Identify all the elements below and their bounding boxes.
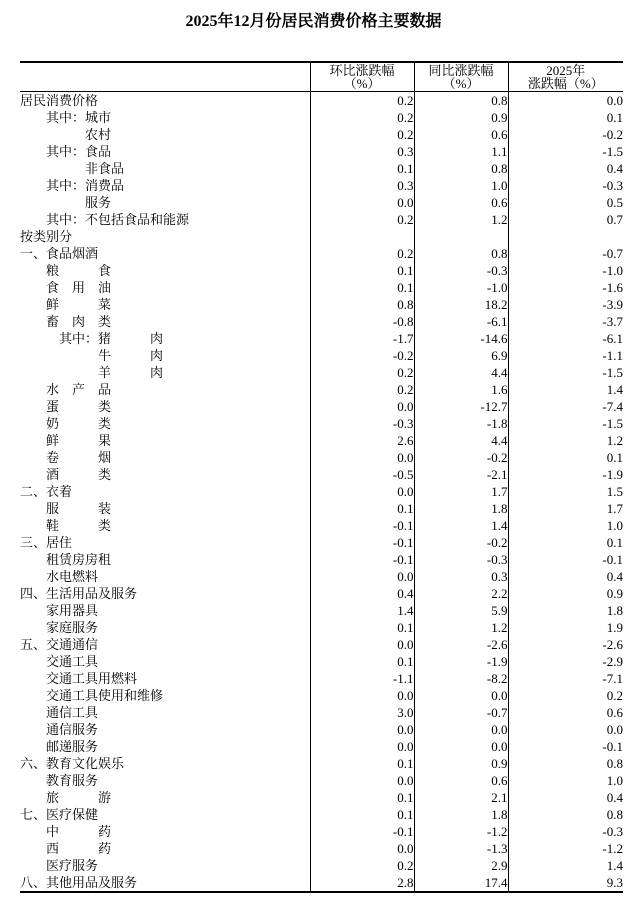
table-row: [20, 245, 623, 262]
row-value-ytd: 1.5: [508, 483, 623, 500]
row-value-yoy: 1.7: [414, 483, 508, 500]
table-row: [20, 143, 623, 160]
row-category-label: 四、生活用品及服务: [20, 586, 138, 601]
table-row: [20, 619, 623, 636]
cpi-table-container: [20, 61, 623, 893]
row-value-ytd: -3.9: [508, 296, 623, 313]
row-value-mom: 0.0: [310, 398, 414, 415]
table-row: [20, 296, 623, 313]
row-value-mom: -0.2: [310, 347, 414, 364]
cpi-table: [20, 61, 623, 893]
row-value-mom: [310, 228, 414, 245]
table-row: [20, 806, 623, 823]
table-row: [20, 738, 623, 755]
row-value-yoy: -1.8: [414, 415, 508, 432]
row-value-ytd: 1.7: [508, 500, 623, 517]
row-category-label: 鞋 类: [20, 518, 112, 533]
row-value-ytd: -0.1: [508, 551, 623, 568]
table-row: [20, 194, 623, 211]
table-row: [20, 177, 623, 194]
table-row: [20, 211, 623, 228]
row-category-label: 粮 食: [20, 263, 112, 278]
row-category-label: 中 药: [20, 824, 112, 839]
row-category-label: 二、衣着: [20, 484, 73, 499]
row-value-ytd: -1.2: [508, 840, 623, 857]
row-value-yoy: -14.6: [414, 330, 508, 347]
row-value-ytd: 0.2: [508, 687, 623, 704]
row-category-label: 交通工具用燃料: [20, 671, 138, 686]
row-category-label: 六、教育文化娱乐: [20, 756, 125, 771]
row-value-ytd: -2.6: [508, 636, 623, 653]
row-value-ytd: 1.0: [508, 772, 623, 789]
row-value-yoy: -1.3: [414, 840, 508, 857]
row-value-ytd: 0.5: [508, 194, 623, 211]
row-value-ytd: -0.2: [508, 126, 623, 143]
row-category-label: 居民消费价格: [20, 93, 99, 108]
row-value-yoy: 1.8: [414, 806, 508, 823]
row-value-yoy: 17.4: [414, 874, 508, 892]
row-category-label: 旅 游: [20, 790, 112, 805]
row-category-label: 农村: [20, 127, 112, 142]
header-mom-change: [310, 62, 414, 92]
row-value-mom: -1.7: [310, 330, 414, 347]
row-value-ytd: 1.8: [508, 602, 623, 619]
row-value-mom: 0.0: [310, 636, 414, 653]
table-row: [20, 228, 623, 245]
row-category-label: 家用器具: [20, 603, 99, 618]
row-value-ytd: 0.7: [508, 211, 623, 228]
row-value-mom: -0.3: [310, 415, 414, 432]
row-value-yoy: 1.2: [414, 619, 508, 636]
row-value-ytd: 0.4: [508, 568, 623, 585]
row-value-yoy: 0.8: [414, 92, 508, 110]
row-value-mom: 0.1: [310, 262, 414, 279]
row-value-ytd: 0.0: [508, 92, 623, 110]
table-row: [20, 449, 623, 466]
row-value-yoy: 2.2: [414, 585, 508, 602]
row-category-label: 教育服务: [20, 773, 99, 788]
row-value-mom: 0.4: [310, 585, 414, 602]
row-value-mom: 0.3: [310, 177, 414, 194]
row-value-yoy: 4.4: [414, 432, 508, 449]
row-value-ytd: -1.6: [508, 279, 623, 296]
row-category-label: 食 用 油: [20, 280, 112, 295]
row-value-mom: -0.5: [310, 466, 414, 483]
header-category-cell: [20, 62, 310, 92]
row-value-yoy: 1.6: [414, 381, 508, 398]
row-category-label: 其中：消费品: [20, 178, 125, 193]
row-value-ytd: -1.5: [508, 143, 623, 160]
table-row: [20, 585, 623, 602]
row-value-yoy: 0.8: [414, 160, 508, 177]
row-value-ytd: -0.7: [508, 245, 623, 262]
header-row: [20, 62, 623, 92]
row-value-mom: -0.1: [310, 823, 414, 840]
row-value-mom: 0.2: [310, 857, 414, 874]
table-row: [20, 466, 623, 483]
table-row: [20, 330, 623, 347]
row-value-mom: 0.2: [310, 364, 414, 381]
table-row: [20, 789, 623, 806]
row-value-mom: 0.2: [310, 245, 414, 262]
row-value-yoy: -0.2: [414, 449, 508, 466]
table-row: [20, 755, 623, 772]
row-category-label: 牛 肉: [20, 348, 164, 363]
row-value-mom: 0.0: [310, 738, 414, 755]
row-category-label: 服 装: [20, 501, 112, 516]
row-value-mom: 0.0: [310, 772, 414, 789]
row-value-yoy: -2.1: [414, 466, 508, 483]
row-value-yoy: 1.4: [414, 517, 508, 534]
row-value-mom: -1.1: [310, 670, 414, 687]
row-category-label: 其中：食品: [20, 144, 112, 159]
row-value-ytd: 0.8: [508, 806, 623, 823]
row-category-label: 邮递服务: [20, 739, 99, 754]
row-value-ytd: 0.1: [508, 534, 623, 551]
table-row: [20, 126, 623, 143]
row-value-yoy: 4.4: [414, 364, 508, 381]
row-category-label: 水电燃料: [20, 569, 99, 584]
table-row: [20, 398, 623, 415]
row-value-ytd: 1.0: [508, 517, 623, 534]
row-category-label: 八、其他用品及服务: [20, 874, 310, 892]
row-category-label: 非食品: [20, 161, 125, 176]
row-value-ytd: -2.9: [508, 653, 623, 670]
row-category-label: 蛋 类: [20, 399, 112, 414]
row-value-ytd: 0.9: [508, 585, 623, 602]
table-row: [20, 704, 623, 721]
row-value-yoy: -0.3: [414, 262, 508, 279]
row-value-yoy: 0.6: [414, 772, 508, 789]
row-value-mom: 0.0: [310, 568, 414, 585]
row-value-mom: 1.4: [310, 602, 414, 619]
row-value-yoy: -0.2: [414, 534, 508, 551]
row-value-yoy: -0.7: [414, 704, 508, 721]
row-value-mom: -0.1: [310, 551, 414, 568]
row-value-yoy: 0.3: [414, 568, 508, 585]
header-yoy-line2: （%）: [442, 76, 480, 91]
row-value-ytd: -7.1: [508, 670, 623, 687]
row-value-mom: -0.1: [310, 534, 414, 551]
table-row: [20, 670, 623, 687]
row-value-yoy: -2.6: [414, 636, 508, 653]
row-category-label: 一、食品烟酒: [20, 246, 99, 261]
row-value-mom: 0.1: [310, 619, 414, 636]
row-value-ytd: 1.4: [508, 857, 623, 874]
table-row: [20, 364, 623, 381]
row-value-mom: 0.0: [310, 687, 414, 704]
header-mom-line1: 环比涨跌幅: [329, 63, 395, 78]
row-value-mom: 0.1: [310, 279, 414, 296]
row-value-mom: 0.1: [310, 789, 414, 806]
row-value-mom: 0.2: [310, 126, 414, 143]
row-value-ytd: -0.1: [508, 738, 623, 755]
row-value-yoy: -1.0: [414, 279, 508, 296]
table-row: [20, 857, 623, 874]
row-value-yoy: 1.2: [414, 211, 508, 228]
row-value-yoy: 0.0: [414, 687, 508, 704]
row-category-label: 服务: [20, 195, 112, 210]
row-category-label: 按类别分: [20, 229, 73, 244]
row-value-yoy: 1.1: [414, 143, 508, 160]
row-value-mom: 0.0: [310, 449, 414, 466]
row-value-mom: 0.0: [310, 194, 414, 211]
row-category-label: 其中：猪 肉: [20, 331, 164, 346]
row-value-mom: 0.0: [310, 721, 414, 738]
row-value-ytd: -6.1: [508, 330, 623, 347]
header-yoy-line1: 同比涨跌幅: [428, 63, 494, 78]
table-row: [20, 840, 623, 857]
table-row: [20, 432, 623, 449]
row-category-label: 羊 肉: [20, 365, 164, 380]
row-category-label: 交通工具使用和维修: [20, 688, 164, 703]
row-value-yoy: 1.8: [414, 500, 508, 517]
row-value-mom: 0.1: [310, 653, 414, 670]
row-value-yoy: 0.9: [414, 755, 508, 772]
row-category-label: 五、交通通信: [20, 637, 99, 652]
row-value-ytd: -0.3: [508, 823, 623, 840]
table-row: [20, 500, 623, 517]
row-category-label: 交通工具: [20, 654, 99, 669]
row-value-yoy: -6.1: [414, 313, 508, 330]
row-value-ytd: -7.4: [508, 398, 623, 415]
row-category-label: 其中：不包括食品和能源: [20, 212, 190, 227]
table-row: [20, 517, 623, 534]
table-row: [20, 415, 623, 432]
row-value-ytd: -1.9: [508, 466, 623, 483]
row-value-yoy: 0.9: [414, 109, 508, 126]
row-category-label: 其中：城市: [20, 110, 112, 125]
row-value-yoy: 0.0: [414, 738, 508, 755]
table-row: [20, 262, 623, 279]
row-value-ytd: 0.4: [508, 160, 623, 177]
row-value-mom: 0.2: [310, 211, 414, 228]
row-value-yoy: 2.1: [414, 789, 508, 806]
table-header: [20, 62, 623, 92]
row-value-ytd: -0.3: [508, 177, 623, 194]
row-value-ytd: 0.1: [508, 109, 623, 126]
table-row: [20, 92, 623, 110]
row-value-ytd: 0.6: [508, 704, 623, 721]
header-ytd-change: [508, 62, 623, 92]
table-row: [20, 653, 623, 670]
row-value-ytd: 0.8: [508, 755, 623, 772]
table-body: [20, 92, 623, 893]
table-row: [20, 160, 623, 177]
row-category-label: 水 产 品: [20, 382, 112, 397]
row-value-ytd: 0.4: [508, 789, 623, 806]
row-value-mom: 0.8: [310, 296, 414, 313]
row-value-yoy: 0.8: [414, 245, 508, 262]
header-mom-line2: （%）: [343, 76, 381, 91]
row-value-mom: 0.1: [310, 755, 414, 772]
row-value-yoy: -12.7: [414, 398, 508, 415]
row-value-mom: 0.0: [310, 483, 414, 500]
table-row: [20, 483, 623, 500]
row-value-mom: 2.8: [310, 874, 414, 892]
row-value-yoy: 18.2: [414, 296, 508, 313]
row-value-ytd: -1.5: [508, 364, 623, 381]
row-value-yoy: 2.9: [414, 857, 508, 874]
row-value-mom: 0.2: [310, 92, 414, 110]
row-value-yoy: [414, 228, 508, 245]
table-row: [20, 381, 623, 398]
row-value-mom: 0.1: [310, 160, 414, 177]
row-value-mom: 3.0: [310, 704, 414, 721]
row-value-ytd: -1.5: [508, 415, 623, 432]
row-value-ytd: 1.9: [508, 619, 623, 636]
row-value-mom: 0.0: [310, 840, 414, 857]
table-row: [20, 109, 623, 126]
row-category-label: 鲜 菜: [20, 297, 112, 312]
row-value-ytd: [508, 228, 623, 245]
row-category-label: 三、居住: [20, 535, 73, 550]
row-value-yoy: 0.0: [414, 721, 508, 738]
row-value-yoy: 1.0: [414, 177, 508, 194]
row-value-ytd: 1.2: [508, 432, 623, 449]
header-yoy-change: [414, 62, 508, 92]
table-row: [20, 313, 623, 330]
header-ytd-line2: 涨跌幅（%）: [527, 76, 604, 91]
row-value-ytd: 9.3: [508, 874, 623, 892]
table-row: [20, 534, 623, 551]
row-value-yoy: 0.6: [414, 194, 508, 211]
table-row: [20, 347, 623, 364]
table-row: [20, 568, 623, 585]
row-category-label: 医疗服务: [20, 858, 99, 873]
row-value-ytd: 0.0: [508, 721, 623, 738]
row-value-mom: 0.1: [310, 806, 414, 823]
row-category-label: 通信工具: [20, 705, 99, 720]
header-ytd-line1: 2025年: [546, 63, 586, 78]
table-row: [20, 551, 623, 568]
row-category-label: 通信服务: [20, 722, 99, 737]
row-value-ytd: 1.4: [508, 381, 623, 398]
row-value-mom: -0.1: [310, 517, 414, 534]
table-row: [20, 721, 623, 738]
table-row: [20, 772, 623, 789]
row-category-label: 鲜 果: [20, 433, 112, 448]
row-value-mom: -0.8: [310, 313, 414, 330]
row-value-yoy: -0.3: [414, 551, 508, 568]
row-value-yoy: 6.9: [414, 347, 508, 364]
row-value-ytd: -3.7: [508, 313, 623, 330]
row-value-mom: 0.1: [310, 500, 414, 517]
table-row: [20, 874, 623, 892]
row-value-yoy: -8.2: [414, 670, 508, 687]
row-category-label: 卷 烟: [20, 450, 112, 465]
row-category-label: 租赁房房租: [20, 552, 112, 567]
row-category-label: 酒 类: [20, 467, 112, 482]
table-row: [20, 602, 623, 619]
row-value-mom: 0.3: [310, 143, 414, 160]
row-category-label: 畜 肉 类: [20, 314, 112, 329]
row-value-mom: 2.6: [310, 432, 414, 449]
row-value-mom: 0.2: [310, 381, 414, 398]
row-value-yoy: 5.9: [414, 602, 508, 619]
row-category-label: 家庭服务: [20, 620, 99, 635]
page-title: 2025年12月份居民消费价格主要数据: [185, 13, 442, 30]
table-row: [20, 823, 623, 840]
row-value-mom: 0.2: [310, 109, 414, 126]
row-category-label: 七、医疗保健: [20, 807, 99, 822]
row-category-label: 奶 类: [20, 416, 112, 431]
row-value-yoy: 0.6: [414, 126, 508, 143]
row-value-ytd: -1.1: [508, 347, 623, 364]
table-row: [20, 636, 623, 653]
row-value-ytd: 0.1: [508, 449, 623, 466]
row-value-yoy: -1.9: [414, 653, 508, 670]
row-value-ytd: -1.0: [508, 262, 623, 279]
row-value-yoy: -1.2: [414, 823, 508, 840]
table-row: [20, 687, 623, 704]
row-category-label: 西 药: [20, 841, 112, 856]
table-row: [20, 279, 623, 296]
